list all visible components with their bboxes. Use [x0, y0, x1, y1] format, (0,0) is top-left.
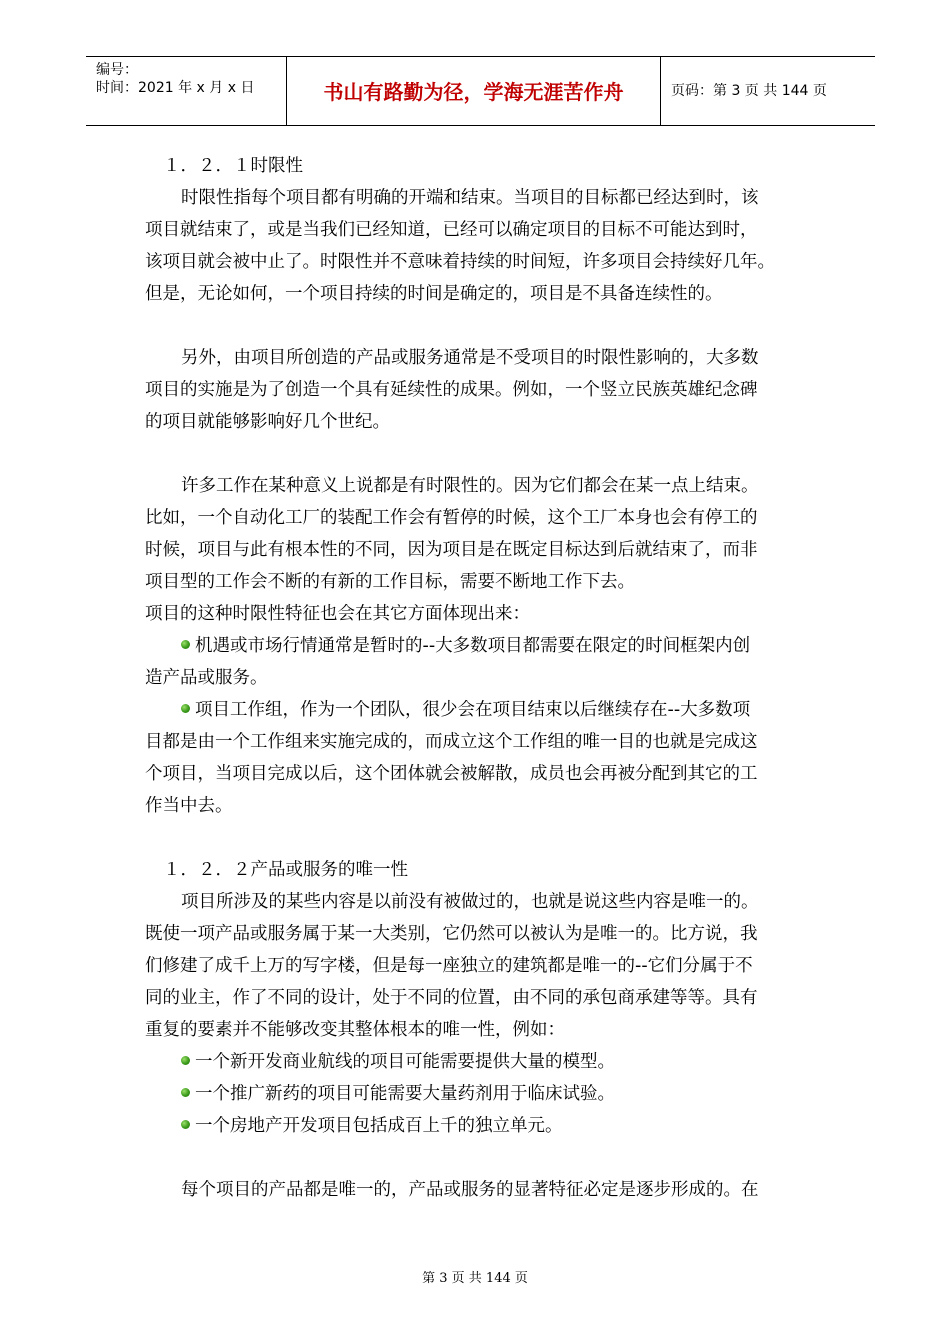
paragraph-line: 项目就结束了，或是当我们已经知道，已经可以确定项目的目标不可能达到时，	[145, 220, 758, 240]
bullet-continuation: 造产品或服务。	[145, 668, 268, 688]
bullet-continuation: 作当中去。	[145, 796, 233, 816]
paragraph-line: 时候，项目与此有根本性的不同，因为项目是在既定目标达到后就结束了，而非	[145, 540, 758, 560]
paragraph-line: 但是，无论如何，一个项目持续的时间是确定的，项目是不具备连续性的。	[145, 284, 723, 304]
document-body	[145, 150, 825, 1206]
paragraph-line: 同的业主，作了不同的设计，处于不同的位置，由不同的承包商承建等等。具有	[145, 988, 758, 1008]
paragraph-gap	[145, 1142, 825, 1174]
header-motto-cell	[286, 57, 661, 125]
paragraph-line: 们修建了成千上万的写字楼，但是每一座独立的建筑都是唯一的--它们分属于不	[145, 956, 753, 976]
code-label: 编号：	[96, 62, 138, 78]
bullet-item	[145, 1046, 825, 1078]
bullet-dot-icon	[181, 1088, 190, 1097]
paragraph-line: 既使一项产品或服务属于某一大类别，它仍然可以被认为是唯一的。比方说，我	[145, 924, 758, 944]
bullet-dot-icon	[181, 704, 190, 713]
paragraph-line: 项目的实施是为了创造一个具有延续性的成果。例如，一个竖立民族英雄纪念碑	[145, 380, 758, 400]
bullet-text: 一个推广新药的项目可能需要大量药剂用于临床试验。	[195, 1084, 615, 1104]
page-header	[86, 56, 875, 126]
bullet-dot-icon	[181, 640, 190, 649]
bullet-text: 一个房地产开发项目包括成百上千的独立单元。	[195, 1116, 563, 1136]
paragraph-line: 项目型的工作会不断的有新的工作目标，需要不断地工作下去。	[145, 572, 635, 592]
bullet-item	[145, 694, 825, 726]
paragraph-line: 另外，由项目所创造的产品或服务通常是不受项目的时限性影响的，大多数	[181, 348, 759, 368]
bullet-item	[145, 1110, 825, 1142]
paragraph-line: 重复的要素并不能够改变其整体根本的唯一性，例如：	[145, 1020, 565, 1040]
bullet-dot-icon	[181, 1120, 190, 1129]
section-heading-2: １．２．２产品或服务的唯一性	[163, 860, 408, 880]
paragraph-gap	[145, 310, 825, 342]
bullet-item	[145, 630, 825, 662]
bullet-continuation: 个项目，当项目完成以后，这个团体就会被解散，成员也会再被分配到其它的工	[145, 764, 758, 784]
bullet-item	[145, 1078, 825, 1110]
header-left-cell	[86, 57, 286, 125]
paragraph-line: 每个项目的产品都是唯一的，产品或服务的显著特征必定是逐步形成的。在	[181, 1180, 759, 1200]
paragraph-line: 时限性指每个项目都有明确的开端和结束。当项目的目标都已经达到时，该	[181, 188, 759, 208]
bullet-text: 一个新开发商业航线的项目可能需要提供大量的模型。	[195, 1052, 615, 1072]
paragraph-line: 比如，一个自动化工厂的装配工作会有暂停的时候，这个工厂本身也会有停工的	[145, 508, 758, 528]
paragraph-line: 项目所涉及的某些内容是以前没有被做过的，也就是说这些内容是唯一的。	[181, 892, 759, 912]
paragraph-gap	[145, 822, 825, 854]
header-motto: 书山有路勤为径，学海无涯苦作舟	[323, 80, 624, 104]
page-footer: 第 3 页 共 144 页	[422, 1271, 528, 1286]
bullet-dot-icon	[181, 1056, 190, 1065]
paragraph-line: 许多工作在某种意义上说都是有时限性的。因为它们都会在某一点上结束。	[181, 476, 759, 496]
bullet-text: 机遇或市场行情通常是暂时的--大多数项目都需要在限定的时间框架内创	[195, 636, 751, 656]
paragraph-gap	[145, 438, 825, 470]
bullet-text: 项目工作组，作为一个团队，很少会在项目结束以后继续存在--大多数项	[195, 700, 751, 720]
bullet-continuation: 目都是由一个工作组来实施完成的，而成立这个工作组的唯一目的也就是完成这	[145, 732, 758, 752]
header-right-cell	[661, 57, 875, 125]
paragraph-line: 该项目就会被中止了。时限性并不意味着持续的时间短，许多项目会持续好几年。	[145, 252, 775, 272]
header-page-info: 页码：第 3 页 共 144 页	[671, 83, 827, 99]
date-label: 时间：2021 年 x 月 x 日	[96, 80, 255, 96]
section-heading-1: １．２．１时限性	[163, 156, 303, 176]
paragraph-line: 的项目就能够影响好几个世纪。	[145, 412, 390, 432]
paragraph-line: 项目的这种时限性特征也会在其它方面体现出来：	[145, 604, 530, 624]
